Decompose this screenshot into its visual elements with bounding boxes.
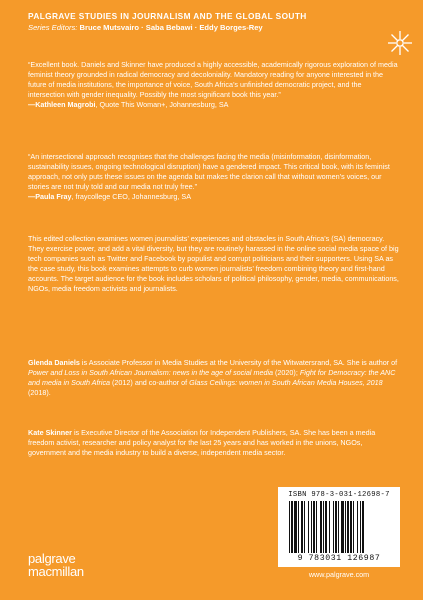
barcode-digits: 9 783031 126987	[297, 554, 381, 563]
quote-author: —Paula Fray	[28, 192, 72, 202]
author-bio-2	[28, 428, 400, 458]
barcode-graphic	[289, 501, 389, 553]
publisher-line-1: palgrave	[28, 551, 76, 566]
bio-text: Kate Skinner is Executive Director of the Association for Independent Publishers, SA. She has been a media freedom activist, researcher and policy analyst for the last 25 years and has worked in the unions, NGOs, government and the media industry to build a diverse, independent media sector.	[28, 428, 376, 458]
quote-attribution	[28, 100, 400, 110]
isbn-label: ISBN 978-3-031-12698-7	[288, 491, 390, 499]
bio-text: Glenda Daniels is Associate Professor in Media Studies at the University of the Witwatersrand, SA. She is author of Power and Loss in South African Journalism: news in the age of social media (2020); Fight for Democracy: the ANC and media in South Africa (2012) and co-author of Glass Ceilings: women in South African Media Houses, 2018 (2018).	[28, 358, 398, 398]
series-editors-names: Bruce Mutsvairo · Saba Bebawi · Eddy Borges-Rey	[79, 23, 263, 32]
quote-text: “Excellent book. Daniels and Skinner have produced a highly accessible, academically rigorous exploration of media feminist theory grounded in radical democracy and decoloniality. Mandatory reading for anyone interested in the future of media institutions, the importance of voice, South Africa’s unfinished democratic project, and the intersection with gender inequality. Possibly the most significant book this year.”	[28, 60, 398, 100]
book-description	[28, 234, 400, 295]
description-text: This edited collection examines women journalists’ experiences and obstacles in South Africa’s (SA) democracy. They exercise power, and add a vital diversity, but they are routinely harassed in the online social media space of big tech companies such as Twitter and Facebook by populist and corrupt politicians and their supporters. Using SA as the case study, this book examines attempts to curb women journalists’ freedom combining theory and first-hand accounts. The target audience for the book includes scholars of political philosophy, gender, media, communications, NGOs, media freedom activists and journalists.	[28, 234, 399, 294]
quote-affiliation: , Quote This Woman+, Johannesburg, SA	[95, 100, 229, 110]
publisher-url: www.palgrave.com	[308, 570, 370, 579]
endorsement-quote-2	[28, 152, 400, 202]
series-editors	[28, 22, 398, 34]
quote-affiliation: , fraycollege CEO, Johannesburg, SA	[71, 192, 192, 202]
book-title: Power and Loss in South African Journalism: news in the age of social media	[28, 368, 274, 378]
isbn-barcode	[278, 487, 400, 567]
publisher-line-2: macmillan	[28, 564, 84, 579]
bio-name: Glenda Daniels	[28, 358, 80, 367]
series-logo-icon	[386, 29, 414, 57]
series-title: PALGRAVE STUDIES IN JOURNALISM AND THE GLOBAL SOUTH	[28, 11, 307, 21]
quote-attribution	[28, 192, 400, 202]
book-title: Fight for Democracy: the ANC and media in South Africa	[28, 368, 396, 388]
endorsement-quote-1	[28, 60, 400, 110]
series-editors-label: Series Editors:	[28, 23, 78, 32]
bio-name: Kate Skinner	[28, 428, 72, 437]
quote-author: —Kathleen Magrobi	[28, 100, 96, 110]
book-title: Glass Ceilings: women in South African Media Houses, 2018	[189, 378, 383, 388]
publisher-logo	[28, 552, 148, 578]
author-bio-1	[28, 358, 400, 398]
quote-text: “An intersectional approach recognises that the challenges facing the media (misinformation, disinformation, sustainability issues, ongoing technological disruption) have a gendered impact. This critical book, with its feminist approach, not only puts these issues on the agenda but makes the clarion call that without women’s voices, our stories are not truly told and our media not truly free.”	[28, 152, 390, 192]
